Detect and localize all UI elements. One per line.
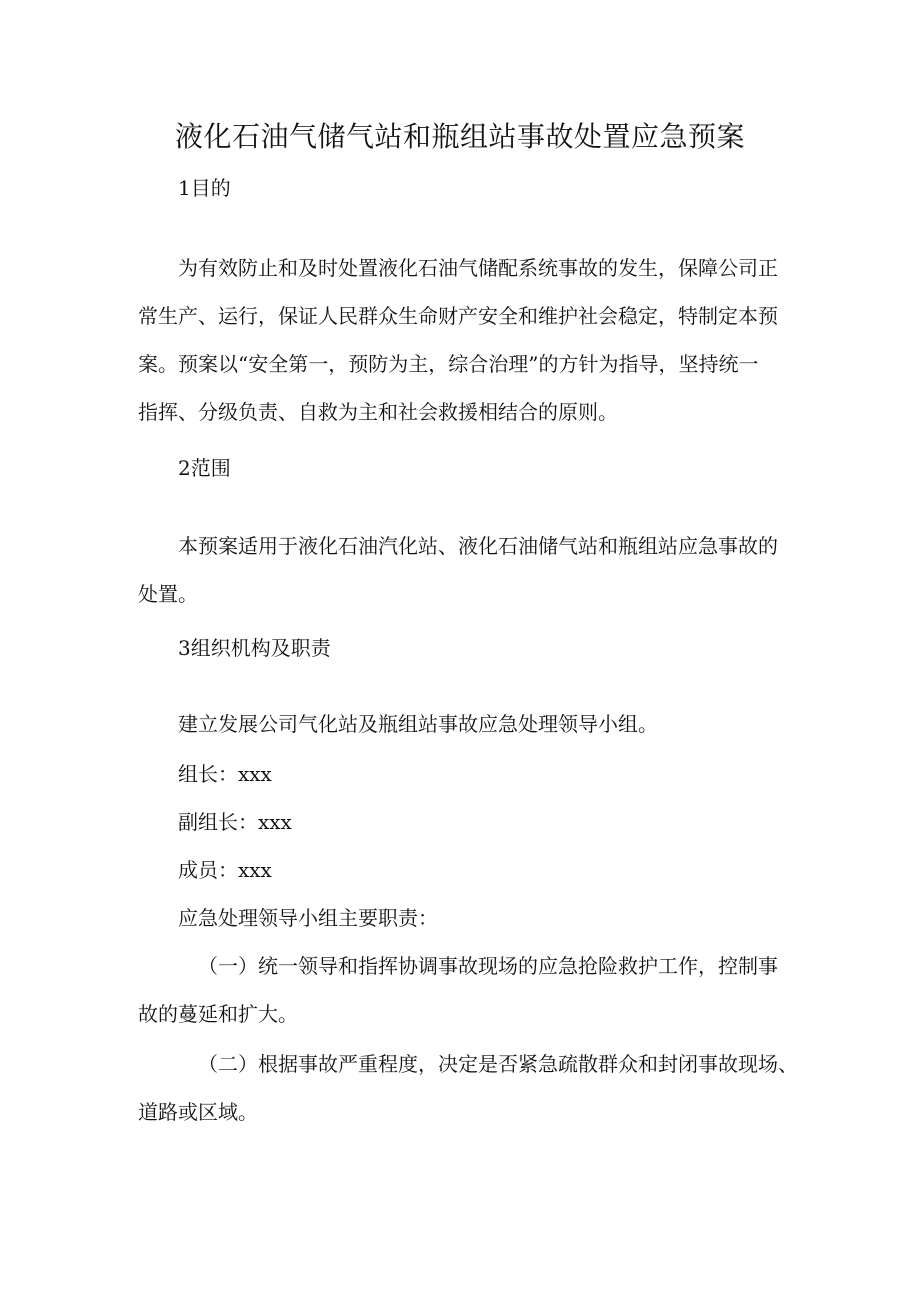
- paragraph-line: 案。预案以“安全第一，预防为主，综合治理”的方针为指导，坚持统一: [138, 352, 759, 376]
- paragraph-line: 为有效防止和及时处置液化石油气储配系统事故的发生，保障公司正: [178, 256, 778, 280]
- duty-item-1-cont: 故的蔓延和扩大。: [138, 1002, 298, 1026]
- team-leader: 组长：xxx: [178, 762, 272, 786]
- paragraph-line: 建立发展公司气化站及瓶组站事故应急处理领导小组。: [178, 712, 658, 736]
- paragraph-line: 本预案适用于液化石油汽化站、液化石油储气站和瓶组站应急事故的: [178, 534, 778, 558]
- paragraph-line: 常生产、运行，保证人民群众生命财产安全和维护社会稳定，特制定本预: [138, 304, 778, 328]
- heading-purpose: 1目的: [178, 176, 231, 200]
- duty-item-1: （一）统一领导和指挥协调事故现场的应急抢险救护工作，控制事: [198, 954, 778, 978]
- duty-item-2: （二）根据事故严重程度，决定是否紧急疏散群众和封闭事故现场、: [198, 1052, 798, 1076]
- heading-scope: 2范围: [178, 456, 231, 480]
- paragraph-line: 处置。: [138, 582, 198, 606]
- team-members: 成员：xxx: [178, 858, 272, 882]
- duty-item-2-cont: 道路或区域。: [138, 1100, 258, 1124]
- duties-heading: 应急处理领导小组主要职责：: [178, 906, 438, 930]
- paragraph-line: 指挥、分级负责、自救为主和社会救援相结合的原则。: [138, 400, 618, 424]
- heading-organization: 3组织机构及职责: [178, 636, 331, 660]
- document-title: 液化石油气储气站和瓶组站事故处置应急预案: [174, 120, 745, 153]
- team-deputy-leader: 副组长：xxx: [178, 810, 292, 834]
